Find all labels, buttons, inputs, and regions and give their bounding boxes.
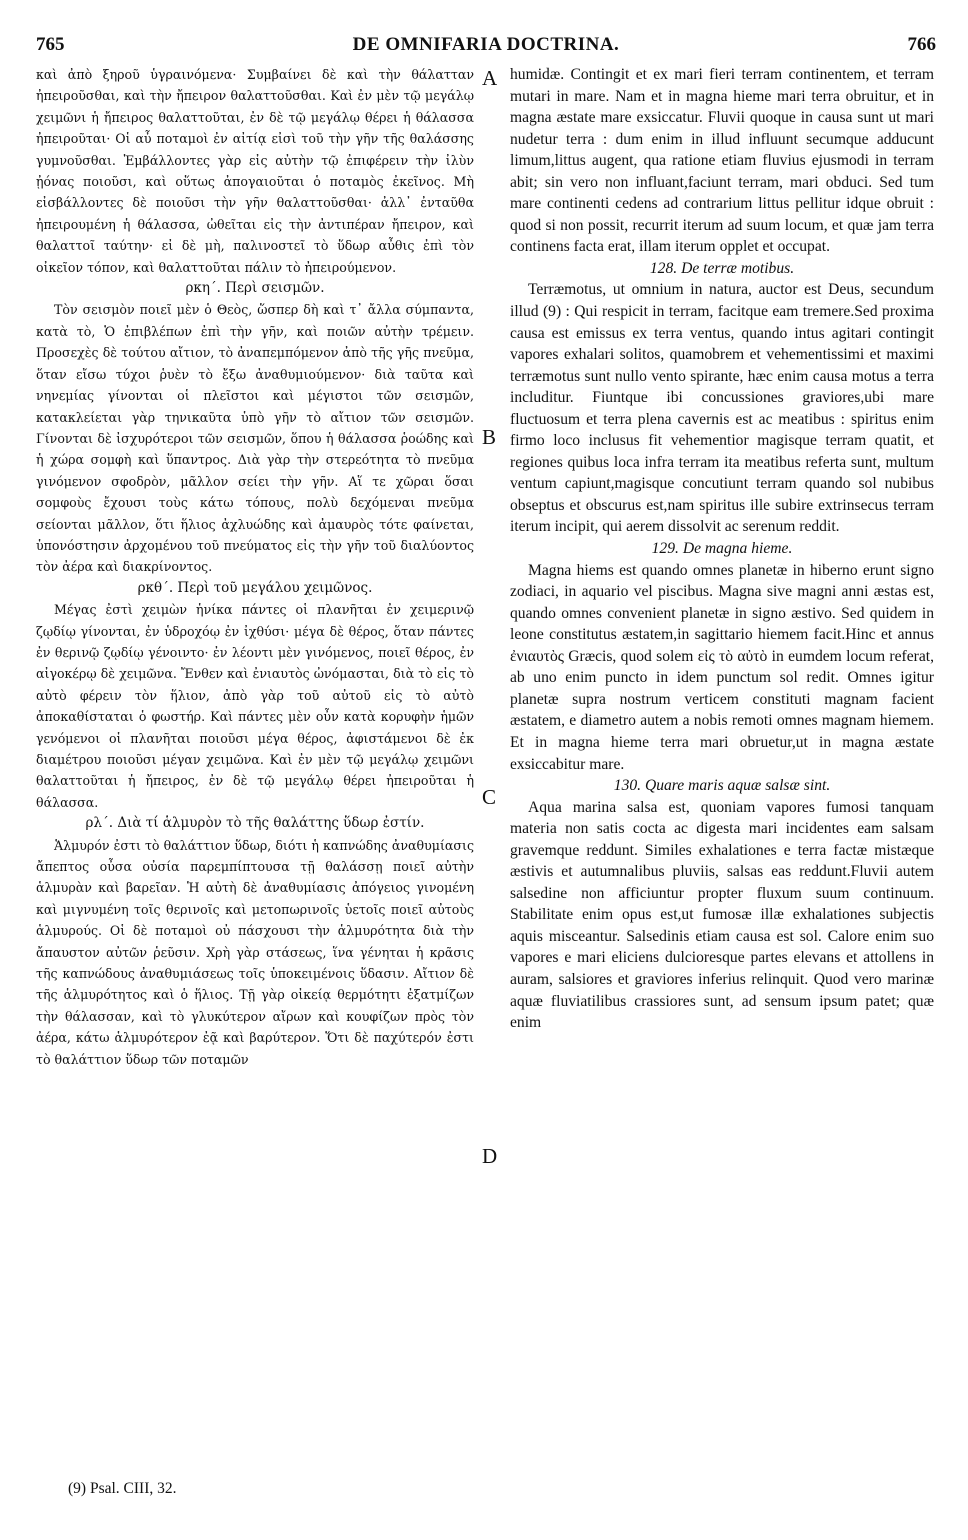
greek-paragraph: Μέγας ἐστὶ χειμὼν ἡνίκα πάντες οἱ πλανῆται ἐν χειμερινῷ ζῳδίῳ γίνονται, ἐν ὑδροχόῳ ἐν ἰχθύσι· μέγα δὲ θέρος, ὅταν πάντες ἐν θερινῷ ζῳδίῳ γένοιντο· ἐν λέοντι μὲν γινόμενος, ποιεῖ θέρος, ἐν αἰγοκέρῳ δὲ χειμῶνα. Ἔνθεν καὶ ἐνιαυτὸς ὠνόμασται, διὰ τὸ εἰς τὸ αὐτὸ φέρειν τὸν ἥλιον, ἀπὸ γὰρ τοῦ αὐτοῦ εἰς τὸ αὐτὸ ἀποκαθίσταται ὁ φωστήρ. Καὶ πάντες μὲν οὖν κατὰ κορυφὴν ἡμῶν γενόμενοι οἱ πλανῆται ποιοῦσι μέγα θέρος, ἀφιστάμενοι δὲ ἐκ διαμέτρου ποιοῦσι μέγαν χειμῶνα. Καὶ ἐν μὲν τῷ μεγάλῳ χειμῶνι θαλαττοῦται ἡ ἤπειρος, ἐν δὲ τῷ μεγάλῳ θέρει ἠπειροῦται ἡ θάλασσα. (36, 602, 474, 810)
greek-paragraph: Ἁλμυρόν ἐστι τὸ θαλάττιον ὕδωρ, διότι ἡ καπνώδης ἀναθυμίασις ἄπεπτος οὖσα οὐσία παρεμπίπτουσα τῇ θαλάσσῃ ποιεῖ αὐτὴν ἁλμυρὰν καὶ βαρεῖαν. Ἡ αὐτὴ δὲ ἀναθυμίασις ἀπόγειος γινομένη καὶ μιγνυμένη τοῖς θερινοῖς καὶ μετοπωρινοῖς ὑετοῖς ποιεῖ αὐτοὺς ἁλμυρούς. Οἱ δὲ ποταμοὶ οὐ πάσχουσι τὴν ἁλμυρότητα διὰ τὴν ἄπαυστον αὐτῶν ῥεῦσιν. Χρὴ γὰρ στάσεως, ἵνα γένηται ἡ κρᾶσις τῆς καπνώδους ἀναθυμιάσεως τοῖς ὑποκειμένοις ὕδασιν. Αἴτιον δὲ τῆς ἁλμυρότητος καὶ ὁ ἥλιος. Τῇ γὰρ οἰκείᾳ θερμότητι ἐξατμίζων τὴν θάλασσαν, καὶ τὸ γλυκύτερον αἴρων καὶ κουφίζων πρὸς τὸν ἀέρα, κάτω ἁλμυρότερον ἐᾷ καὶ βαρύτερον. Ὅτι δὲ παχύτερόν ἐστι τὸ θαλάττιον ὕδωρ τῶν ποταμῶν (36, 837, 474, 1067)
latin-paragraph: Terræmotus, ut omnium in natura, auctor est Deus, secundum illud (9) : Qui respicit in terram, facitque eam tremere.Sed proxima causa est emissus ex terra ventus, quando intus agitari contingit vapores exhalari solitos, quamobrem et vehementissimi et maximi terræmotus sunt nullo vento spirante, hæc enim causa motus a terra includitur. Fiuntque ibi concussiones graviores,ubi mare fluctuosum et terra plena cavernis est ac meatibus : spiritus enim firmo loco inclusus fit vehementior magisque terram quatit, et regiones quibus loca infra terram ita meatibus referta sunt, multum ventum capiunt,magisque concutiunt terram quando sol nubibus obseptus et obscurus est,nam spiritus ille subire extrinsecus terram iterum incipit, qui aerem dissolvit ac serenum reddit. (510, 281, 934, 536)
latin-section-heading: 130. Quare maris aquæ salsæ sint. (613, 777, 831, 795)
margin-letter-c: C (482, 785, 497, 809)
greek-column (36, 64, 474, 1070)
latin-column (510, 64, 934, 1034)
greek-section-heading: ρκθ΄. Περὶ τοῦ μεγάλου χειμῶνος. (137, 579, 373, 596)
latin-paragraph: Aqua marina salsa est, quoniam vapores fumosi tanquam materia non satis cocta ac digesta mari incidentes eam salsam gravemque reddunt. Similes exhalationes e terra factæ mistæque æstivis et autumnalibus pluviis, salsas eas reddunt.Fluvii autem salsedine non afficiuntur propter fluxum suum continuum. Stabilitate enim opus est,ut fumosæ illæ exhalationes subjectis aquis misceantur. Salsedinis etiam causa est sol. Calore enim suo vapores e mari eliciens dulcioresque partes elevans et attollens in auram, salsiores et graviores inferius relinquit. Quod vero marinæ aquæ fluviatilibus crassiores sunt, ad sensum ipsum patet; quæ enim (510, 798, 934, 1032)
latin-section-heading: 128. De terræ motibus. (649, 259, 795, 277)
greek-section-heading: ρλ΄. Διὰ τί ἁλμυρὸν τὸ τῆς θαλάττης ὕδωρ ἐστίν. (85, 815, 425, 832)
margin-letter-d: D (482, 1144, 498, 1168)
latin-paragraph: humidæ. Contingit et ex mari fieri terram continentem, et terram mutari in mare. Nam et in magna hieme mari terra obruitur, et in magna æstate mare exsiccatur. Fluvii quoque in causa sunt ut mari nudetur terra : dum enim in illud influunt secumque adducunt limum,littus augent, qua ratione etiam fluvius ejusmodi in terram abit; sin vero non influant,faciunt terram, mari obduci. Sed tum mare continenti cedens ad contrarium littus pellitur idque obruit : quod si non possit, recurrit iterum ad suum locum, et quæ jam terra continens facta erat, illam iterum opplet et occupat. (510, 66, 934, 256)
footnote: (9) Psal. CIII, 32. (68, 1480, 177, 1497)
page-number-right: 766 (907, 34, 936, 55)
page-number-left: 765 (36, 34, 65, 55)
latin-section-heading: 129. De magna hieme. (651, 540, 793, 558)
greek-section-heading: ρκη΄. Περὶ σεισμῶν. (185, 280, 325, 297)
running-header (36, 34, 936, 60)
latin-paragraph: Magna hiems est quando omnes planetæ in hiberno erunt signo zodiaci, in aquario vel piscibus. Magna sive magni anni æstas est, quando omnes convenient planetæ in signo æstivo. Sed quidem in leone constitutus æstatem,in sagittario hiemem facit.Hinc et annus ἐνιαυτὸς Græcis, quod solem εἰς τὸ αὐτὸ in eumdem locum referat, ab uno enim puncto in idem punctum sol redit. Omnes igitur planetæ supra nostrum verticem constituti magnam facient æstatem, e diametro autem a nobis remoti omnes magnam hiemem. Et in magna hieme terra mari obruetur,ut in magna æstate exsiccabitur mare. (510, 561, 934, 773)
greek-paragraph: καὶ ἀπὸ ξηροῦ ὑγραινόμενα· Συμβαίνει δὲ καὶ τὴν θάλατταν ἠπειροῦσθαι, καὶ τὴν ἤπειρον θαλαττοῦσθαι. Καὶ ἐν μὲν τῷ μεγάλῳ χειμῶνι ἡ ἤπειρος θαλαττοῦται, ἐν δὲ τῷ μεγάλῳ θέρει ἡ θάλασσα ἠπειροῦται· Οἱ αὖ ποταμοὶ ἐν αἰτίᾳ εἰσὶ τοῦ τὴν γῆν τῆς θαλάσσης γυμνοῦσθαι. Ἐμβάλλοντες γὰρ εἰς αὐτὴν τῷ ἐπιφέρειν τὴν ἰλὺν ᾐόνας ποιοῦσι, καὶ οὕτως ἀπογαιοῦται ὁ ποταμὸς ἐκεῖνος. Μὴ εἰσβάλλοντες δὲ ποιοῦσι τὴν γῆν θαλαττοῦσθαι· ἀλλ᾽ ἐνταῦθα ἠπειρουμένη ἡ θάλασσα, ὠθεῖται εἰς τὴν ἀντιπέραν ἤπειρον, καὶ θαλαττοῖ ταύτην· εἰ δὲ μὴ, παλινοστεῖ τὸ ὕδωρ αὖθις ἐπὶ τὸν οἰκεῖον τόπον, καὶ θαλαττοῦται πάλιν τὸ ἠπειρούμενον. (36, 67, 474, 275)
margin-letter-a: A (482, 66, 498, 90)
greek-paragraph: Τὸν σεισμὸν ποιεῖ μὲν ὁ Θεὸς, ὥσπερ δὴ καὶ τ᾽ ἄλλα σύμπαντα, κατὰ τὸ, Ὁ ἐπιβλέπων ἐπὶ τὴν γῆν, καὶ ποιῶν αὐτὴν τρέμειν. Προσεχὲς δὲ τούτου αἴτιον, τὸ ἀναπεμπόμενον ἀπὸ τῆς γῆς πνεῦμα, ὅταν εἴσω τύχοι ῥυὲν τὸ ἔξω ἀναθυμιούμενον· διὰ ταῦτα καὶ νηνεμίας γίνονται οἱ πλεῖστοι καὶ μέγιστοι τῶν σεισμῶν, κατακλείεται γὰρ τηνικαῦτα ὑπὸ γῆν τὸ αἴτιον τῶν σεισμῶν. Γίνονται δὲ ἰσχυρότεροι τῶν σεισμῶν, ὅπου ἡ θάλασσα ῥοώδης καὶ ἡ χώρα σομφὴ καὶ ὕπαντρος. Διὰ γὰρ τὴν στερεότητα τὸ πνεῦμα γινόμενον σφοδρὸν, μᾶλλον σείει τὴν γῆν. Αἵ τε χῶραι ὅσαι σομφοὺς ἔχουσι τοὺς κάτω τόπους, πολὺ δεχόμεναι πνεῦμα σείονται μᾶλλον, ὅτι ἥλιος ἀχλυώδης καὶ ἀμαυρὸς τότε φαίνεται, ὑπονόστησιν ἀρχομένου τοῦ πνεύματος εἰς τὴν γῆν τοῦ διαλύοντος τὸν ἀέρα καὶ διακρίνοντος. (36, 302, 474, 575)
running-title: DE OMNIFARIA DOCTRINA. (352, 34, 620, 55)
margin-letter-b: B (482, 425, 497, 449)
